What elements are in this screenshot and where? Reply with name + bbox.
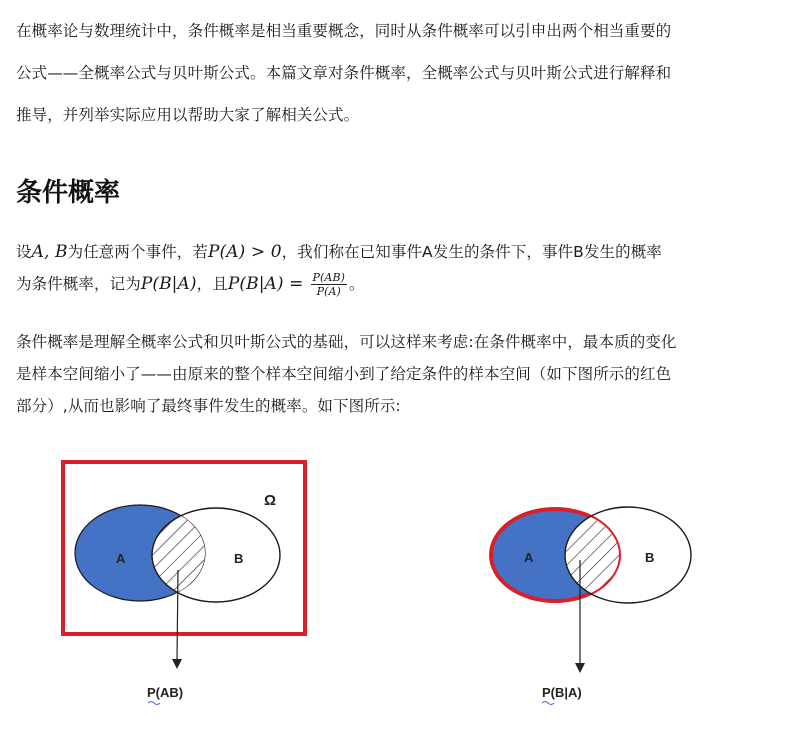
venn-right [491,507,691,705]
def-text-3: ，我们称在已知事件A发生的条件下，事件B发生的概率 [281,243,662,261]
def-text-2: 为任意两个事件，若 [67,243,208,261]
intro-line-2: 公式——全概率公式与贝叶斯公式。本篇文章对条件概率，全概率公式与贝叶斯公式进行解释和 [16,64,672,82]
intro-line-1: 在概率论与数理统计中，条件概率是相当重要概念，同时从条件概率可以引申出两个相当重要的 [16,22,672,40]
label-b-left: B [234,551,244,566]
explanation-line-2: 是样本空间缩小了——由原来的整个样本空间缩小到了给定条件的样本空间（如下图所示的红色 [16,365,672,383]
label-a-right: A [524,550,534,565]
def-text-5: ，且 [196,275,228,293]
spell-underline-right [542,702,554,705]
fraction-denominator: P(A) [316,285,341,298]
math-events-ab: A, B [31,242,68,262]
intro-line-3: 推导，并列举实际应用以帮助大家了解相关公式。 [16,106,360,124]
arrow-head-left [172,659,182,669]
omega-label: Ω [264,492,277,509]
explanation-line-1: 条件概率是理解全概率公式和贝叶斯公式的基础，可以这样来考虑:在条件概率中，最本质的变化 [16,333,677,351]
section-title: 条件概率 [16,178,121,208]
arrow-head-right [575,663,585,673]
explanation-line-3: 部分）,从而也影响了最终事件发生的概率。如下图所示: [16,397,401,415]
math-pba-equals: P(B|A) = [227,274,304,294]
def-text-1: 设 [16,243,32,261]
math-pba: P(B|A) [140,274,197,294]
label-b-right: B [645,550,655,565]
fraction-numerator: P(AB) [312,271,346,284]
label-a-left: A [116,551,126,566]
def-text-6: 。 [349,275,365,293]
venn-left [63,462,305,705]
caption-right: P(B|A) [542,685,582,700]
caption-left: P(AB) [147,685,184,700]
spell-underline-left [148,702,160,705]
math-pa-positive: P(A) > 0 [208,242,282,262]
def-text-4: 为条件概率，记为 [16,275,141,293]
